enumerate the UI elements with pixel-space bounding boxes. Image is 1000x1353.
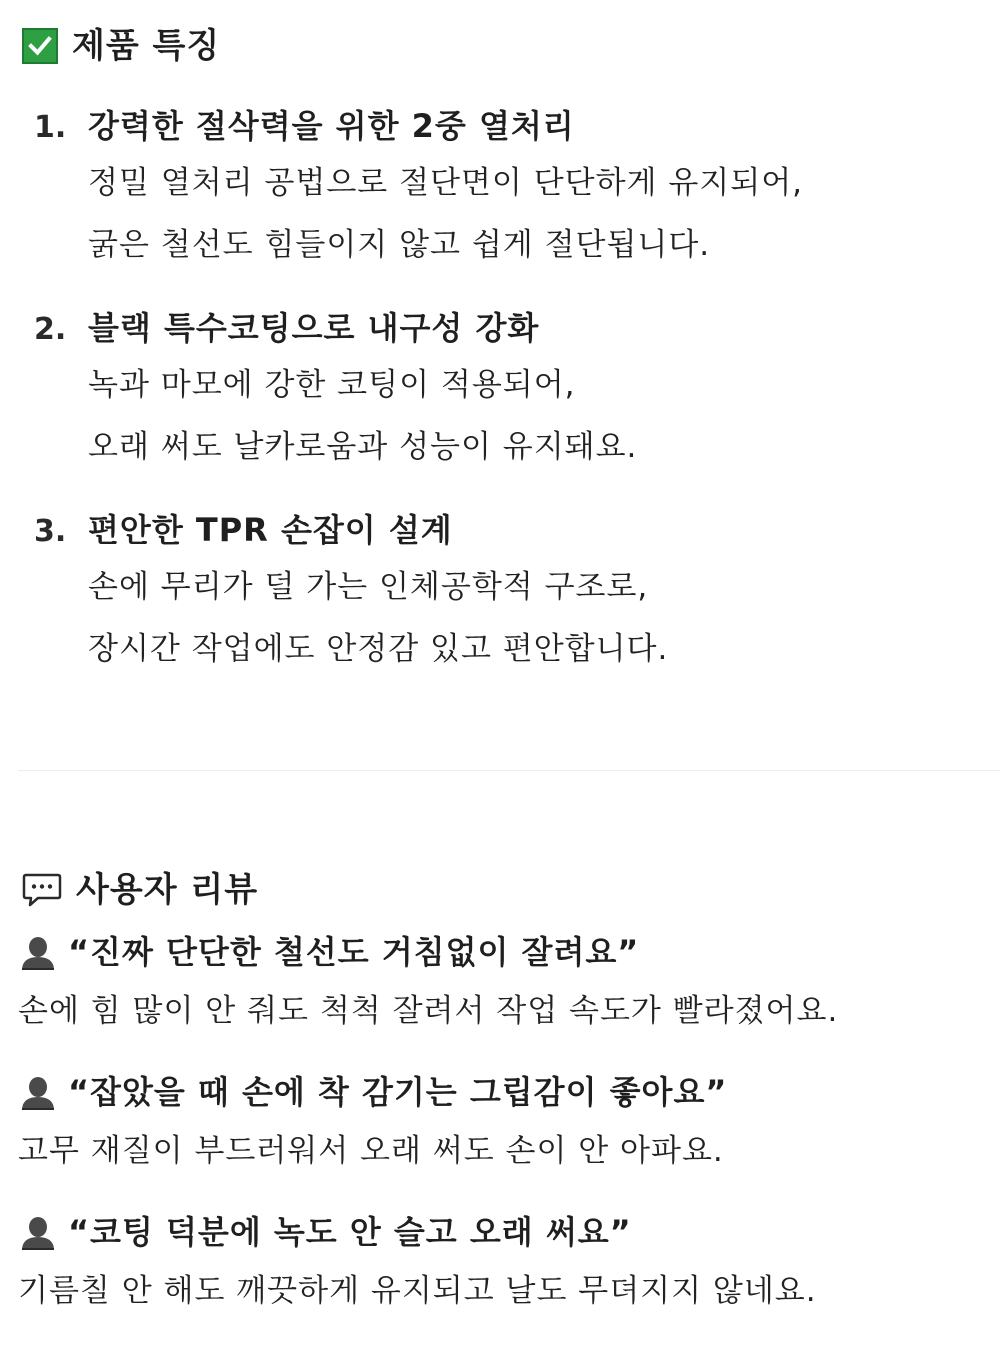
feature-title-row xyxy=(34,104,974,148)
features-title: 제품 특징 xyxy=(72,26,221,66)
review-quote-row xyxy=(18,1210,988,1254)
review-item xyxy=(18,930,988,1042)
feature-description-line: 녹과 마모에 강한 코팅이 적용되어, xyxy=(88,367,576,403)
section-divider xyxy=(18,770,1000,771)
feature-title: 강력한 절삭력을 위한 2중 열처리 xyxy=(88,107,575,145)
review-quote: “잡았을 때 손에 착 감기는 그립감이 좋아요” xyxy=(68,1073,728,1111)
speech-balloon-icon xyxy=(22,872,62,908)
reviews-heading xyxy=(22,870,258,910)
features-heading xyxy=(22,26,220,66)
review-item xyxy=(18,1210,988,1322)
feature-number: 3. xyxy=(34,514,67,549)
feature-title: 블랙 특수코팅으로 내구성 강화 xyxy=(88,309,540,347)
person-silhouette-icon xyxy=(18,1072,58,1112)
feature-description xyxy=(88,152,974,276)
review-body: 기름칠 안 해도 깨끗하게 유지되고 날도 무뎌지지 않네요. xyxy=(18,1273,817,1309)
check-mark-icon xyxy=(22,28,58,64)
feature-description xyxy=(88,556,974,680)
person-silhouette-icon xyxy=(18,932,58,972)
reviews-title: 사용자 리뷰 xyxy=(76,870,259,910)
review-quote: “진짜 단단한 철선도 거침없이 잘려요” xyxy=(68,933,640,971)
feature-description-line: 오래 써도 날카로움과 성능이 유지돼요. xyxy=(88,429,638,465)
person-silhouette-icon xyxy=(18,1212,58,1252)
feature-title-row xyxy=(34,508,974,552)
feature-description-line: 정밀 열처리 공법으로 절단면이 단단하게 유지되어, xyxy=(88,165,803,201)
review-item xyxy=(18,1070,988,1182)
feature-description-line: 손에 무리가 덜 가는 인체공학적 구조로, xyxy=(88,569,649,605)
review-quote: “코팅 덕분에 녹도 안 슬고 오래 써요” xyxy=(68,1213,632,1251)
review-body: 고무 재질이 부드러워서 오래 써도 손이 안 아파요. xyxy=(18,1133,724,1169)
feature-number: 2. xyxy=(34,312,67,347)
feature-item xyxy=(34,508,974,680)
review-quote-row xyxy=(18,1070,988,1114)
feature-title-row xyxy=(34,306,974,350)
feature-item xyxy=(34,306,974,478)
feature-description-line: 장시간 작업에도 안정감 있고 편안합니다. xyxy=(88,631,669,667)
feature-number: 1. xyxy=(34,110,67,145)
feature-title: 편안한 TPR 손잡이 설계 xyxy=(88,511,453,549)
review-body: 손에 힘 많이 안 줘도 척척 잘려서 작업 속도가 빨라졌어요. xyxy=(18,993,839,1029)
feature-item xyxy=(34,104,974,276)
feature-description-line: 굵은 철선도 힘들이지 않고 쉽게 절단됩니다. xyxy=(88,227,711,263)
review-quote-row xyxy=(18,930,988,974)
feature-description xyxy=(88,354,974,478)
